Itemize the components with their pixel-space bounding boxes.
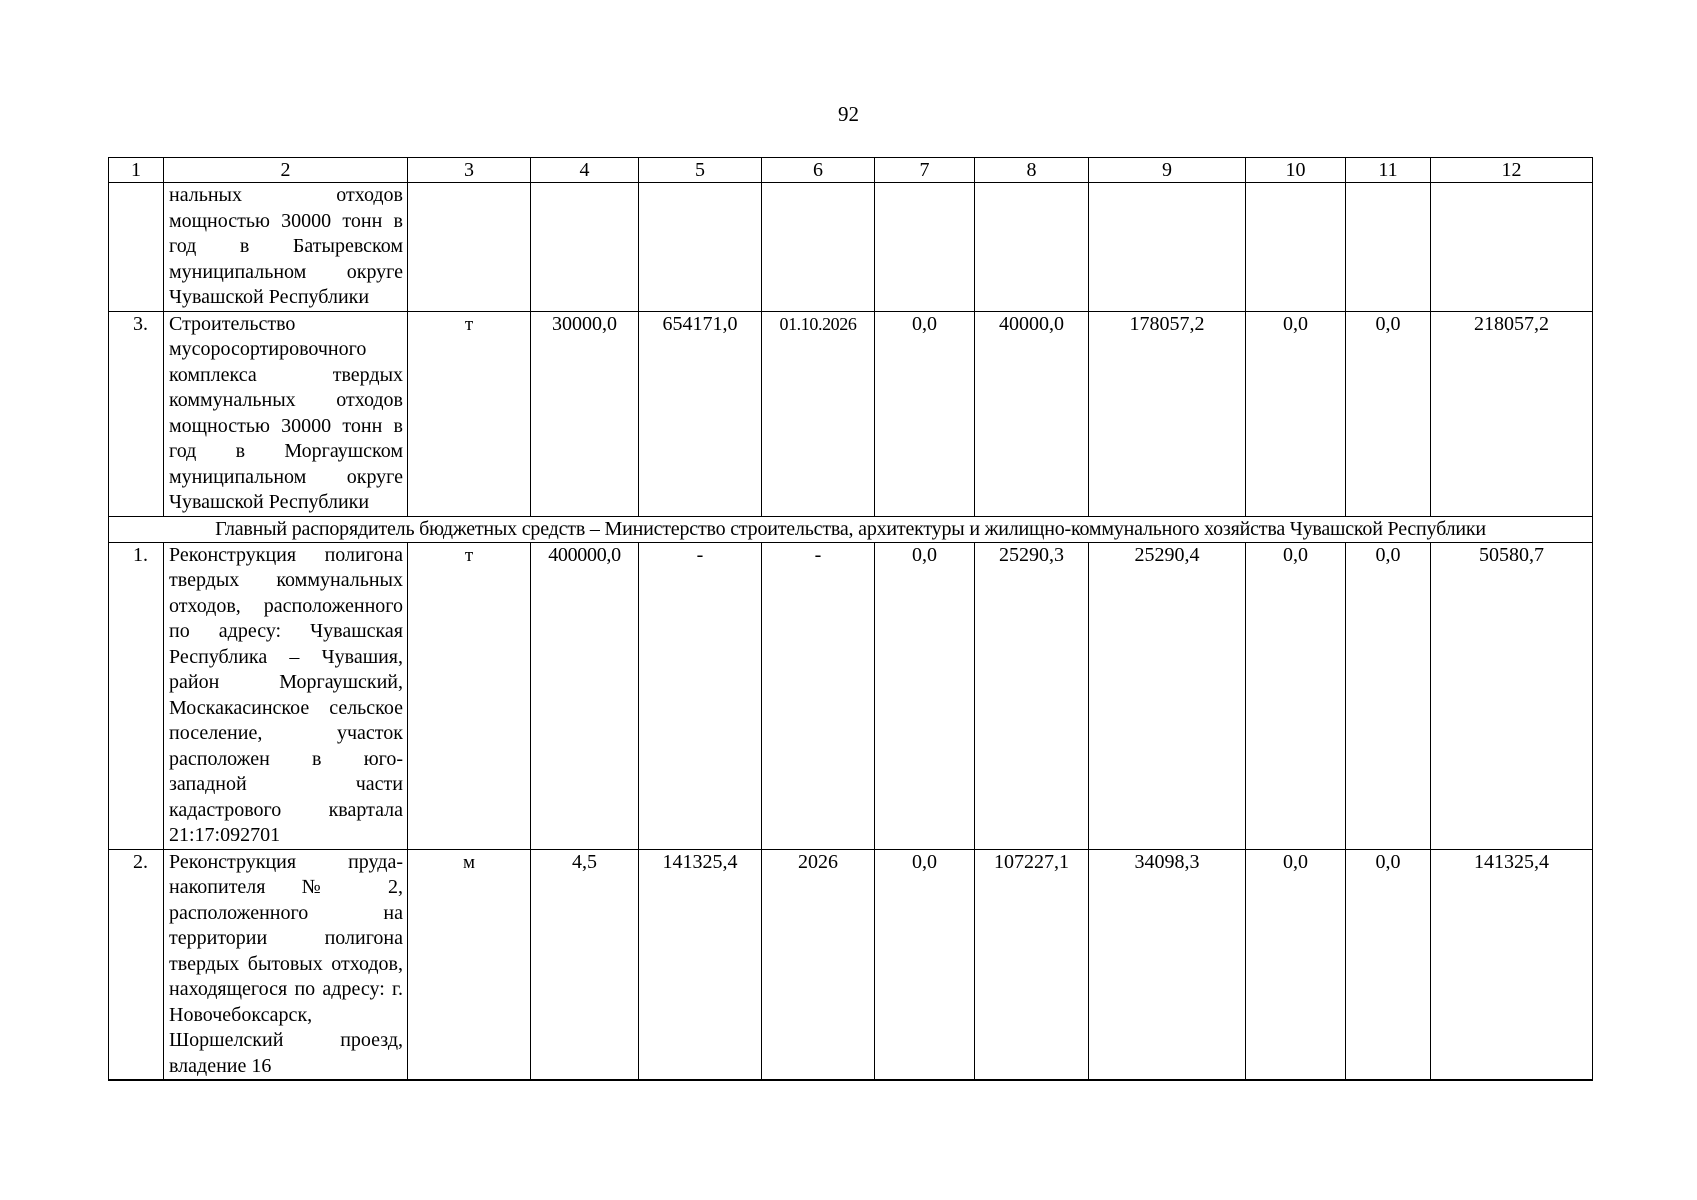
- row-number: 1.: [109, 542, 164, 849]
- capacity: [531, 183, 639, 312]
- page-number: 92: [838, 102, 859, 126]
- value-col-11: 0,0: [1346, 849, 1431, 1080]
- object-name: Реконструкция полигона твердых коммунальных отходов, расположенного по адресу: Чувашская Республика – Чувашия, район Моргаушский, Москакасинское сельское поселение, участок расположен в юго-западной части кадастрового квартала 21:17:092701: [164, 542, 408, 849]
- column-number: 11: [1346, 158, 1431, 183]
- column-number: 3: [408, 158, 531, 183]
- estimated-cost: 654171,0: [639, 311, 762, 516]
- column-number: 1: [109, 158, 164, 183]
- estimated-cost: [639, 183, 762, 312]
- column-number: 4: [531, 158, 639, 183]
- column-number: 6: [762, 158, 875, 183]
- value-col-10: [1246, 183, 1346, 312]
- value-col-12: [1431, 183, 1593, 312]
- value-col-12: 50580,7: [1431, 542, 1593, 849]
- row-number: 2.: [109, 849, 164, 1080]
- table-row: [109, 311, 1593, 516]
- value-col-11: 0,0: [1346, 311, 1431, 516]
- capacity: 4,5: [531, 849, 639, 1080]
- value-col-9: 34098,3: [1089, 849, 1246, 1080]
- capacity: 30000,0: [531, 311, 639, 516]
- value-col-7: 0,0: [875, 542, 975, 849]
- value-col-11: [1346, 183, 1431, 312]
- row-number: 3.: [109, 311, 164, 516]
- column-number-row: [109, 158, 1593, 183]
- value-col-10: 0,0: [1246, 849, 1346, 1080]
- value-col-7: [875, 183, 975, 312]
- value-col-10: 0,0: [1246, 311, 1346, 516]
- column-number: 5: [639, 158, 762, 183]
- unit: [408, 183, 531, 312]
- row-number: [109, 183, 164, 312]
- commissioning-date: -: [762, 542, 875, 849]
- commissioning-date: 2026: [762, 849, 875, 1080]
- value-col-12: 218057,2: [1431, 311, 1593, 516]
- table-row: [109, 849, 1593, 1080]
- value-col-9: 25290,4: [1089, 542, 1246, 849]
- column-number: 10: [1246, 158, 1346, 183]
- object-name: Строительство мусоросортировочного комплекса твердых коммунальных отходов мощностью 30000 тонн в год в Моргаушском муниципальном округе Чувашской Республики: [164, 311, 408, 516]
- commissioning-date: 01.10.2026: [762, 311, 875, 516]
- estimated-cost: 141325,4: [639, 849, 762, 1080]
- commissioning-date: [762, 183, 875, 312]
- table-row: [109, 183, 1593, 312]
- object-name: нальных отходов мощностью 30000 тонн в год в Батыревском муниципальном округе Чувашской Республики: [164, 183, 408, 312]
- value-col-7: 0,0: [875, 311, 975, 516]
- section-header-row: [109, 516, 1593, 542]
- column-number: 2: [164, 158, 408, 183]
- investment-table: [108, 157, 1593, 1081]
- unit: т: [408, 542, 531, 849]
- column-number: 12: [1431, 158, 1593, 183]
- unit: м: [408, 849, 531, 1080]
- value-col-12: 141325,4: [1431, 849, 1593, 1080]
- section-header: Главный распорядитель бюджетных средств – Министерство строительства, архитектуры и жилищно-коммунального хозяйства Чувашской Республики: [109, 516, 1593, 542]
- column-number: 8: [975, 158, 1089, 183]
- value-col-8: [975, 183, 1089, 312]
- column-number: 9: [1089, 158, 1246, 183]
- table-row: [109, 542, 1593, 849]
- value-col-11: 0,0: [1346, 542, 1431, 849]
- value-col-9: 178057,2: [1089, 311, 1246, 516]
- value-col-8: 107227,1: [975, 849, 1089, 1080]
- capacity: 400000,0: [531, 542, 639, 849]
- value-col-7: 0,0: [875, 849, 975, 1080]
- value-col-8: 40000,0: [975, 311, 1089, 516]
- column-number: 7: [875, 158, 975, 183]
- unit: т: [408, 311, 531, 516]
- object-name: Реконструкция пруда-накопителя № 2, расположенного на территории полигона твердых бытовых отходов, находящегося по адресу: г. Новочебоксарск, Шоршелский проезд, владение 16: [164, 849, 408, 1080]
- value-col-10: 0,0: [1246, 542, 1346, 849]
- estimated-cost: -: [639, 542, 762, 849]
- value-col-8: 25290,3: [975, 542, 1089, 849]
- value-col-9: [1089, 183, 1246, 312]
